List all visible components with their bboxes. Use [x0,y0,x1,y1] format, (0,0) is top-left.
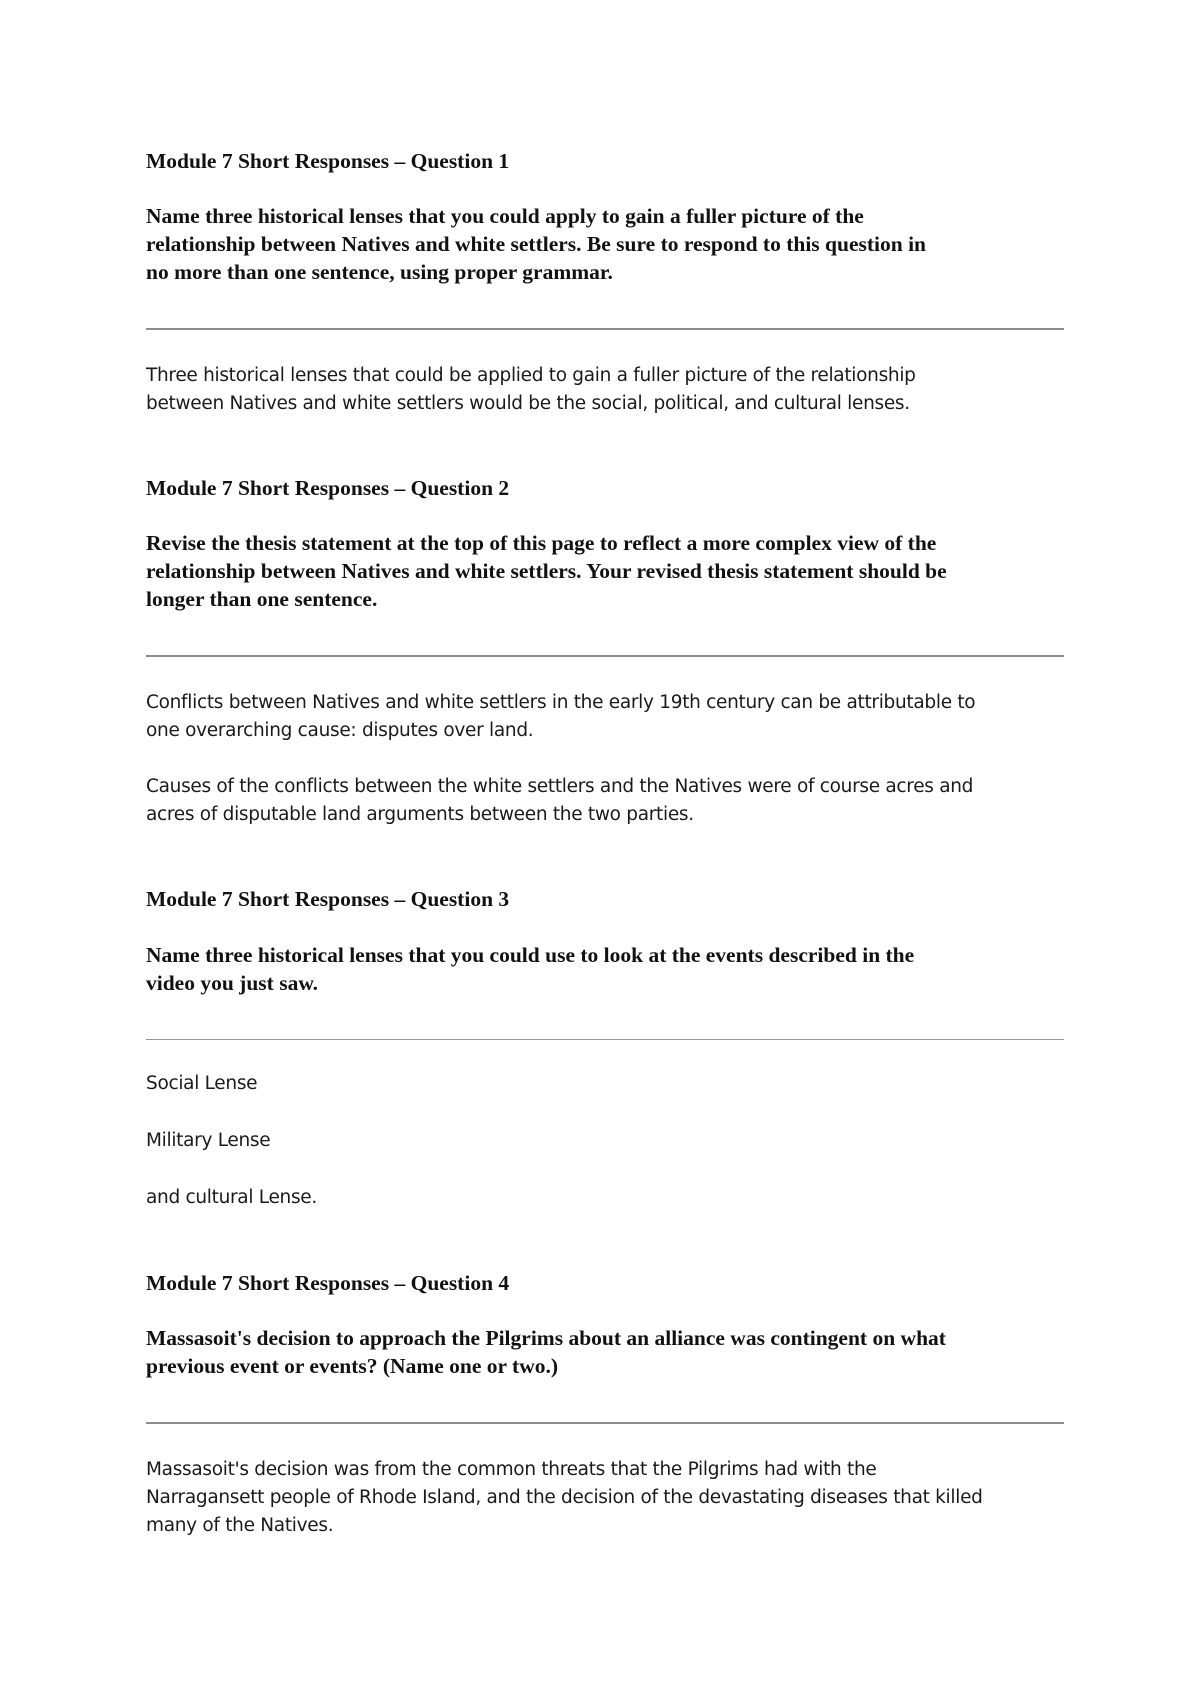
question-2-answer-2 [146,773,1064,829]
answer-divider [146,1039,1064,1040]
question-2-prompt [146,529,1064,613]
prompt-line: Revise the thesis statement at the top of this page to reflect a more complex view of the [146,531,937,555]
question-title: Module 7 Short Responses – Question 4 [146,1271,510,1295]
answer-line: and cultural Lense. [146,1187,317,1208]
question-3-answer-2 [146,1127,1064,1155]
prompt-line: previous event or events? (Name one or two.) [146,1354,559,1378]
question-1-answer [146,362,1064,418]
question-title: Module 7 Short Responses – Question 3 [146,887,510,911]
answer-divider [146,328,1064,330]
question-title: Module 7 Short Responses – Question 2 [146,476,510,500]
answer-line: many of the Natives. [146,1515,334,1536]
question-3-title [146,885,1064,913]
question-3-answer-1 [146,1070,1064,1098]
question-title: Module 7 Short Responses – Question 1 [146,149,510,173]
prompt-line: Name three historical lenses that you could use to look at the events described in the [146,943,915,967]
question-1-title [146,147,1064,175]
prompt-line: video you just saw. [146,971,319,995]
question-4-prompt [146,1324,1064,1380]
answer-line: Narragansett people of Rhode Island, and the decision of the devastating diseases that killed [146,1487,983,1508]
question-1-prompt [146,202,1064,286]
answer-line: one overarching cause: disputes over land. [146,720,534,741]
prompt-line: Name three historical lenses that you could apply to gain a fuller picture of the [146,204,864,228]
answer-line: Massasoit's decision was from the common threats that the Pilgrims had with the [146,1459,877,1480]
prompt-line: no more than one sentence, using proper grammar. [146,260,613,284]
answer-divider [146,1422,1064,1424]
question-3-prompt [146,941,1064,997]
question-2-answer-1 [146,689,1064,745]
answer-line: Causes of the conflicts between the white settlers and the Natives were of course acres and [146,776,974,797]
answer-line: Conflicts between Natives and white settlers in the early 19th century can be attributable to [146,692,976,713]
answer-line: between Natives and white settlers would be the social, political, and cultural lenses. [146,393,910,414]
answer-line: Three historical lenses that could be applied to gain a fuller picture of the relationship [146,365,916,386]
prompt-line: Massasoit's decision to approach the Pilgrims about an alliance was contingent on what [146,1326,946,1350]
answer-line: Military Lense [146,1130,271,1151]
prompt-line: longer than one sentence. [146,587,378,611]
prompt-line: relationship between Natives and white settlers. Your revised thesis statement should be [146,559,947,583]
question-2-title [146,474,1064,502]
answer-line: Social Lense [146,1073,258,1094]
document-page [146,0,1064,1696]
answer-line: acres of disputable land arguments between the two parties. [146,804,694,825]
question-4-answer [146,1456,1064,1540]
question-3-answer-3 [146,1184,1064,1212]
prompt-line: relationship between Natives and white settlers. Be sure to respond to this question in [146,232,927,256]
question-4-title [146,1269,1064,1297]
answer-divider [146,655,1064,657]
